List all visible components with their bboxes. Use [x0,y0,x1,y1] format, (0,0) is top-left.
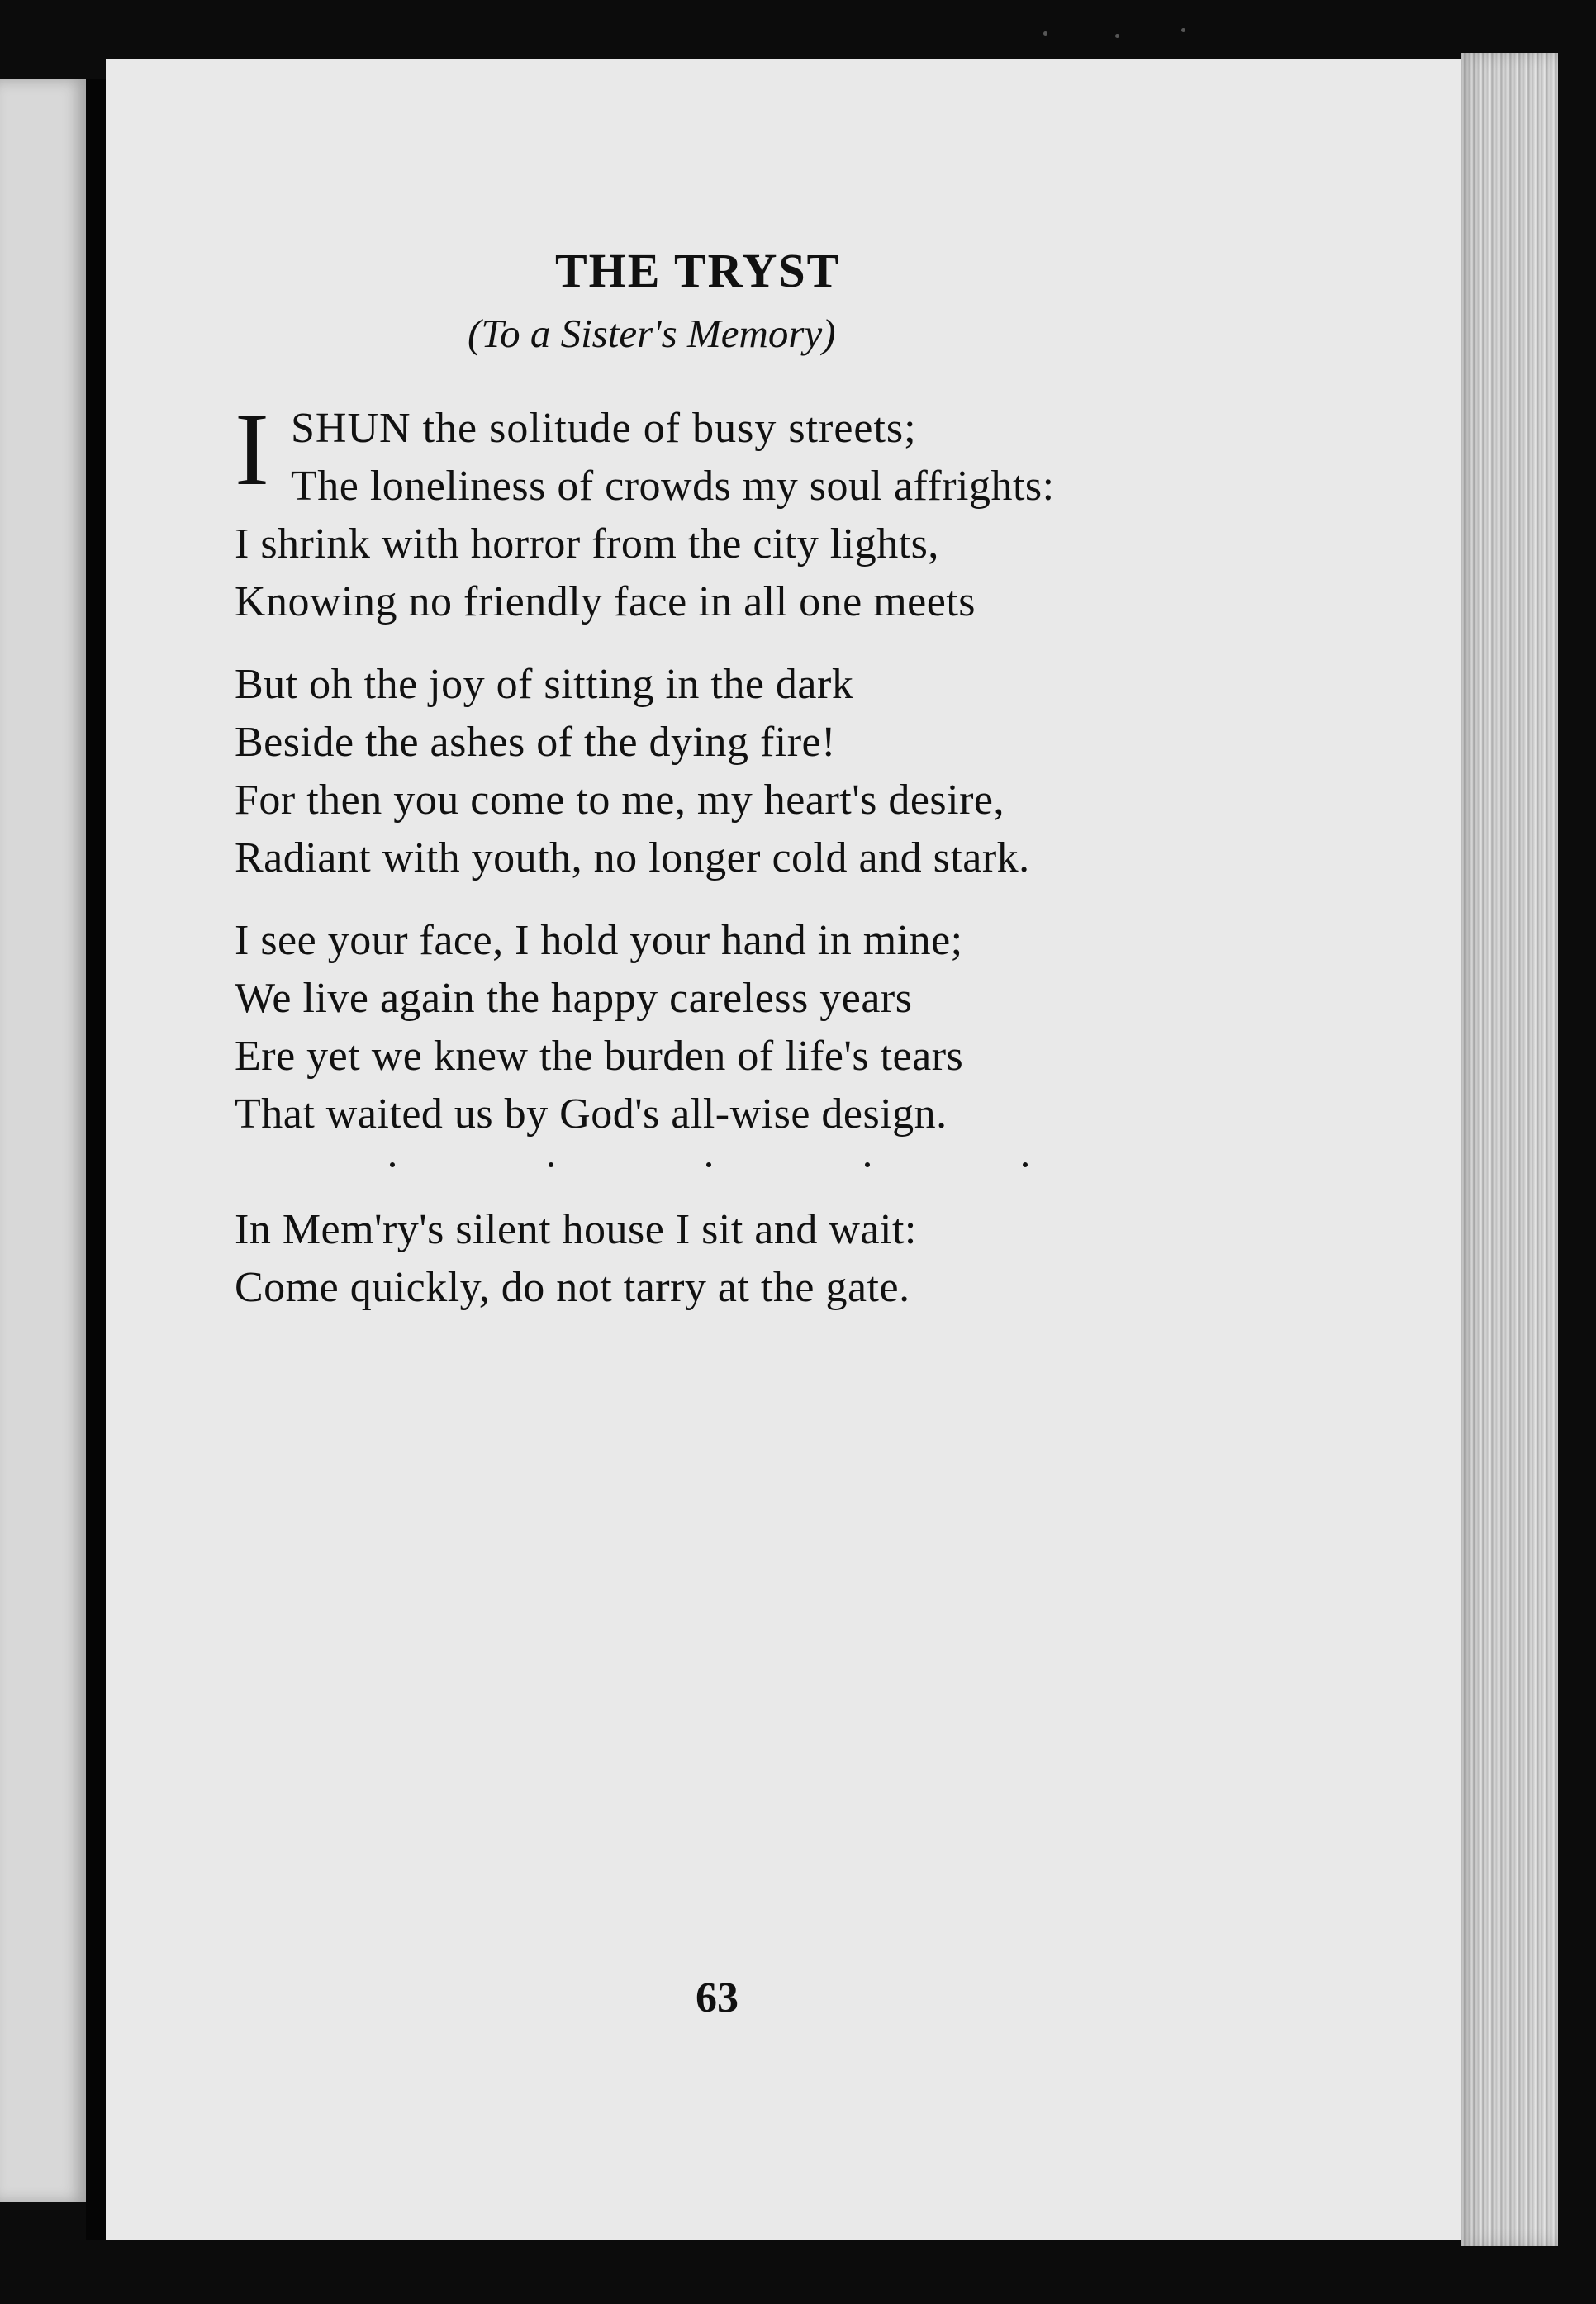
poem-line: I see your face, I hold your hand in mine; [235,917,963,964]
scan-speck [1115,34,1119,38]
drop-cap-letter: I [235,392,270,507]
poem-title: THE TRYST [555,243,841,297]
scan-speck [1043,31,1047,36]
stanza-break [235,887,1441,912]
poem-line: Beside the ashes of the dying fire! [235,719,836,766]
poem-line: Come quickly, do not tarry at the gate. [235,1264,910,1311]
ellipsis-dot [706,1162,711,1167]
book-page-edges [1461,53,1558,2246]
ellipsis-dot [1023,1162,1028,1167]
scan-speck [1181,28,1185,32]
poem-line: For then you come to me, my heart's desire, [235,777,1005,824]
poem-line: Radiant with youth, no longer cold and stark. [235,834,1030,881]
poem-text [235,392,1441,1317]
poem-line: Knowing no friendly face in all one meets [235,578,976,625]
poem-line: That waited us by God's all-wise design. [235,1090,948,1138]
poem-line: Ere yet we knew the burden of life's tears [235,1033,964,1080]
poem-line: We live again the happy careless years [235,975,913,1022]
page-number: 63 [696,1974,739,2021]
poem-dedication: (To a Sister's Memory) [468,311,836,356]
section-break-dots [235,1143,1441,1201]
poem-line: In Mem'ry's silent house I sit and wait: [235,1206,917,1253]
poem-line: But oh the joy of sitting in the dark [235,661,854,708]
stanza-break [235,631,1441,656]
poem-line-text: SHUN the solitude of busy streets; [291,405,917,452]
ellipsis-dot [390,1162,395,1167]
ellipsis-dot [549,1162,553,1167]
poem-line: The loneliness of crowds my soul affrights: [291,463,1055,510]
left-page-edge [0,79,86,2202]
poem-line: I shrink with horror from the city lights, [235,520,939,568]
ellipsis-dot [865,1162,870,1167]
